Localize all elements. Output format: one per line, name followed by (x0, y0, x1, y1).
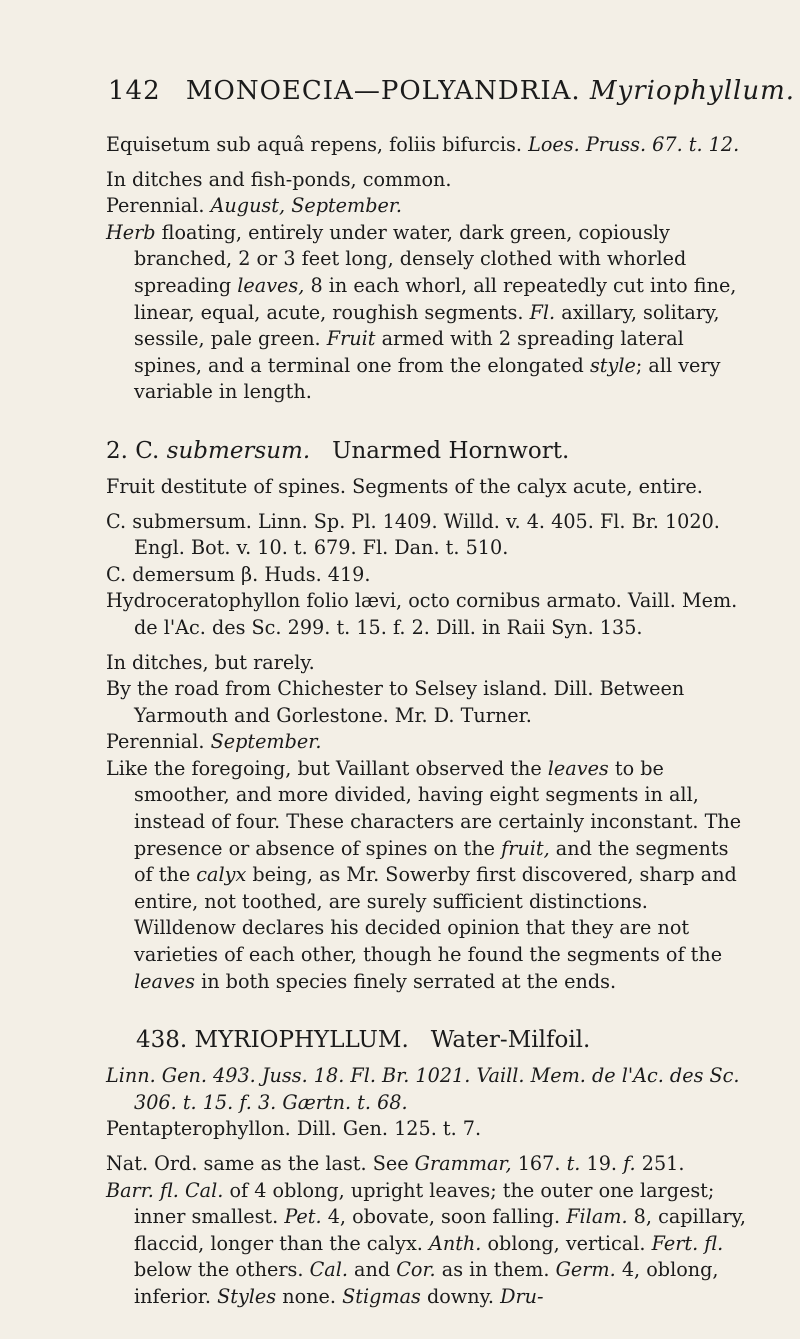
page-body (106, 132, 750, 1311)
running-header (108, 76, 796, 106)
locality: By the road from Chichester to Selsey island. Dill. Between Yarmouth and Gorlestone. Mr. D. Turner. (106, 677, 685, 727)
synonym-vaill: Hydroceratophyllon folio lævi, octo cornibus armato. Vaill. Mem. de l'Ac. des Sc. 299. t. 15. f. 2. Dill. in Raii Syn. 135. (106, 589, 738, 639)
habitat: In ditches and fish-ponds, common. (106, 167, 452, 191)
header-genus: Myriophyllum. (589, 76, 796, 106)
genus-heading: 438. MYRIOPHYLLUM. Water-Milfoil. (136, 1027, 591, 1054)
page-number: 142 (108, 76, 161, 106)
synonym-huds: C. demersum β. Huds. 419. (106, 562, 371, 586)
habitat-2: In ditches, but rarely. (106, 650, 315, 674)
genus-synonym: Pentapterophyllon. Dill. Gen. 125. t. 7. (106, 1117, 482, 1141)
genus-description: Barr. fl. Cal. of 4 oblong, upright leaves; the outer one largest; inner smallest. Pet. 4, obovate, soon falling. Filam. 8, capillary, flaccid, longer than the calyx. Anth. oblong, vertical. Fert. fl. below the others. Cal. and Cor. as in them. Germ. 4, oblong, inferior. Styles none. Stigmas downy. Dru- (106, 1178, 746, 1308)
synonym-loes: Equisetum sub aquâ repens, foliis bifurcis. Loes. Pruss. 67. t. 12. (106, 133, 740, 156)
duration-2: Perennial. September. (106, 730, 322, 754)
duration: Perennial. August, September. (106, 194, 403, 218)
species-heading: 2. C. submersum. Unarmed Hornwort. (106, 437, 570, 464)
genus-references: Linn. Gen. 493. Juss. 18. Fl. Br. 1021. Vaill. Mem. de l'Ac. des Sc. 306. t. 15. f. 3. Gærtn. t. 68. (106, 1064, 740, 1114)
header-title: MONOECIA—POLYANDRIA. (185, 76, 581, 106)
description: Herb floating, entirely under water, dark green, copiously branched, 2 or 3 feet long, densely clothed with whorled spreading leaves, 8 in each whorl, all repeatedly cut into fine, linear, equal, acute, roughish segments. Fl. axillary, solitary, sessile, pale green. Fruit armed with 2 spreading lateral spines, and a terminal one from the elongated style; all very variable in length. (106, 220, 737, 404)
species-character: Fruit destitute of spines. Segments of the calyx acute, entire. (106, 474, 703, 498)
synonym-linn: C. submersum. Linn. Sp. Pl. 1409. Willd. v. 4. 405. Fl. Br. 1020. Engl. Bot. v. 10. t. 679. Fl. Dan. t. 510. (106, 509, 720, 560)
species-note: Like the foregoing, but Vaillant observed the leaves to be smoother, and more divided, having eight segments in all, instead of four. These characters are certainly inconstant. The presence or absence of spines on the fruit, and the segments of the calyx being, as Mr. Sowerby first discovered, sharp and entire, not toothed, are surely sufficient distinctions. Willdenow declares his decided opinion that they are not varieties of each other, though he found the segments of the leaves in both species finely serrated at the ends. (106, 756, 742, 993)
natural-order: Nat. Ord. same as the last. See Grammar, 167. t. 19. f. 251. (106, 1152, 685, 1175)
